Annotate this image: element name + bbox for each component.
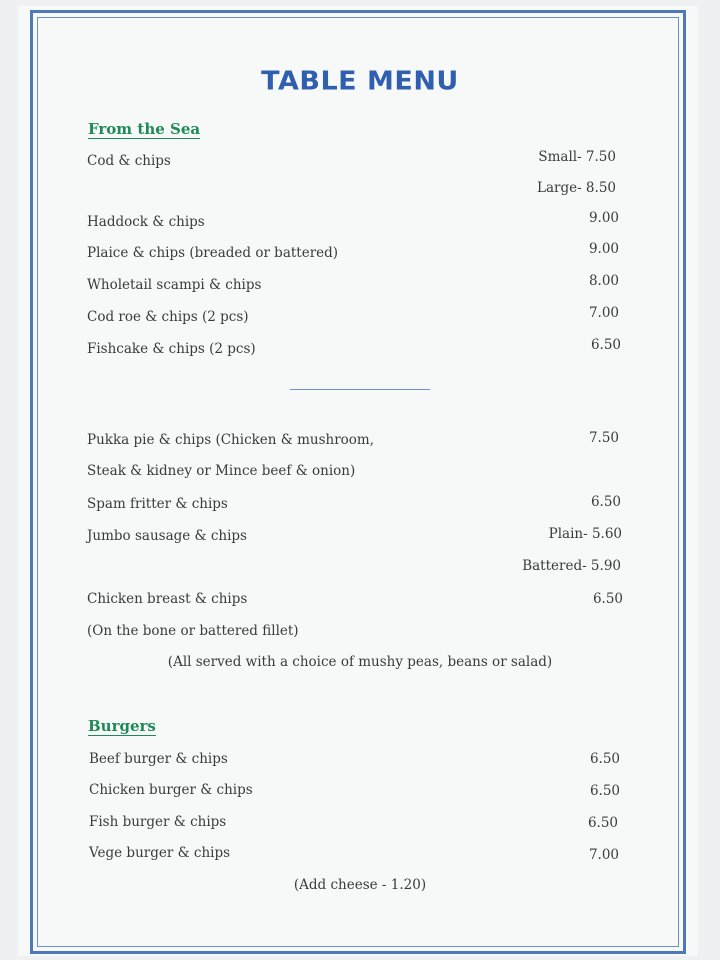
menu-item-price: 6.50	[590, 494, 621, 510]
menu-item-price: 9.00	[588, 210, 619, 226]
section-heading-from-the-sea: From the Sea	[88, 120, 201, 138]
menu-item-price: 6.50	[592, 591, 623, 607]
menu-item-name: Pukka pie & chips (Chicken & mushroom,	[87, 432, 375, 448]
menu-title: TABLE MENU	[261, 66, 459, 97]
menu-item-price: Large- 8.50	[536, 180, 616, 196]
section-divider	[290, 389, 430, 390]
menu-item-name: Haddock & chips	[87, 214, 205, 230]
menu-item-price: 7.00	[588, 305, 619, 321]
menu-item-price: Battered- 5.90	[522, 558, 621, 574]
menu-item-name: Cod & chips	[87, 153, 171, 169]
menu-item-price: Plain- 5.60	[548, 526, 622, 542]
menu-item-name: Jumbo sausage & chips	[87, 528, 247, 544]
menu-item-price: 7.00	[588, 847, 619, 863]
menu-item-name: Fishcake & chips (2 pcs)	[87, 341, 256, 357]
menu-item-name: Chicken breast & chips	[87, 591, 248, 607]
menu-item-name: Beef burger & chips	[89, 751, 228, 767]
menu-item-name: (On the bone or battered fillet)	[87, 623, 299, 639]
section-heading-burgers: Burgers	[88, 717, 156, 735]
menu-item-price: Small- 7.50	[538, 149, 616, 165]
menu-item-price: 6.50	[587, 815, 618, 831]
menu-item-name: Steak & kidney or Mince beef & onion)	[87, 463, 356, 479]
add-cheese-note: (Add cheese - 1.20)	[293, 877, 427, 893]
menu-item-price: 7.50	[588, 430, 619, 446]
menu-item-name: Plaice & chips (breaded or battered)	[87, 245, 339, 261]
menu-item-name: Vege burger & chips	[89, 845, 231, 861]
menu-item-price: 6.50	[590, 337, 621, 353]
menu-item-name: Fish burger & chips	[89, 814, 227, 830]
menu-item-price: 6.50	[589, 751, 620, 767]
menu-item-price: 8.00	[588, 273, 619, 289]
menu-item-name: Spam fritter & chips	[87, 496, 228, 512]
menu-item-name: Chicken burger & chips	[89, 782, 253, 798]
menu-item-name: Wholetail scampi & chips	[87, 277, 262, 293]
sides-note: (All served with a choice of mushy peas, beans or salad)	[167, 654, 553, 670]
menu-item-price: 9.00	[588, 241, 619, 257]
menu-item-name: Cod roe & chips (2 pcs)	[87, 309, 249, 325]
menu-item-price: 6.50	[589, 783, 620, 799]
